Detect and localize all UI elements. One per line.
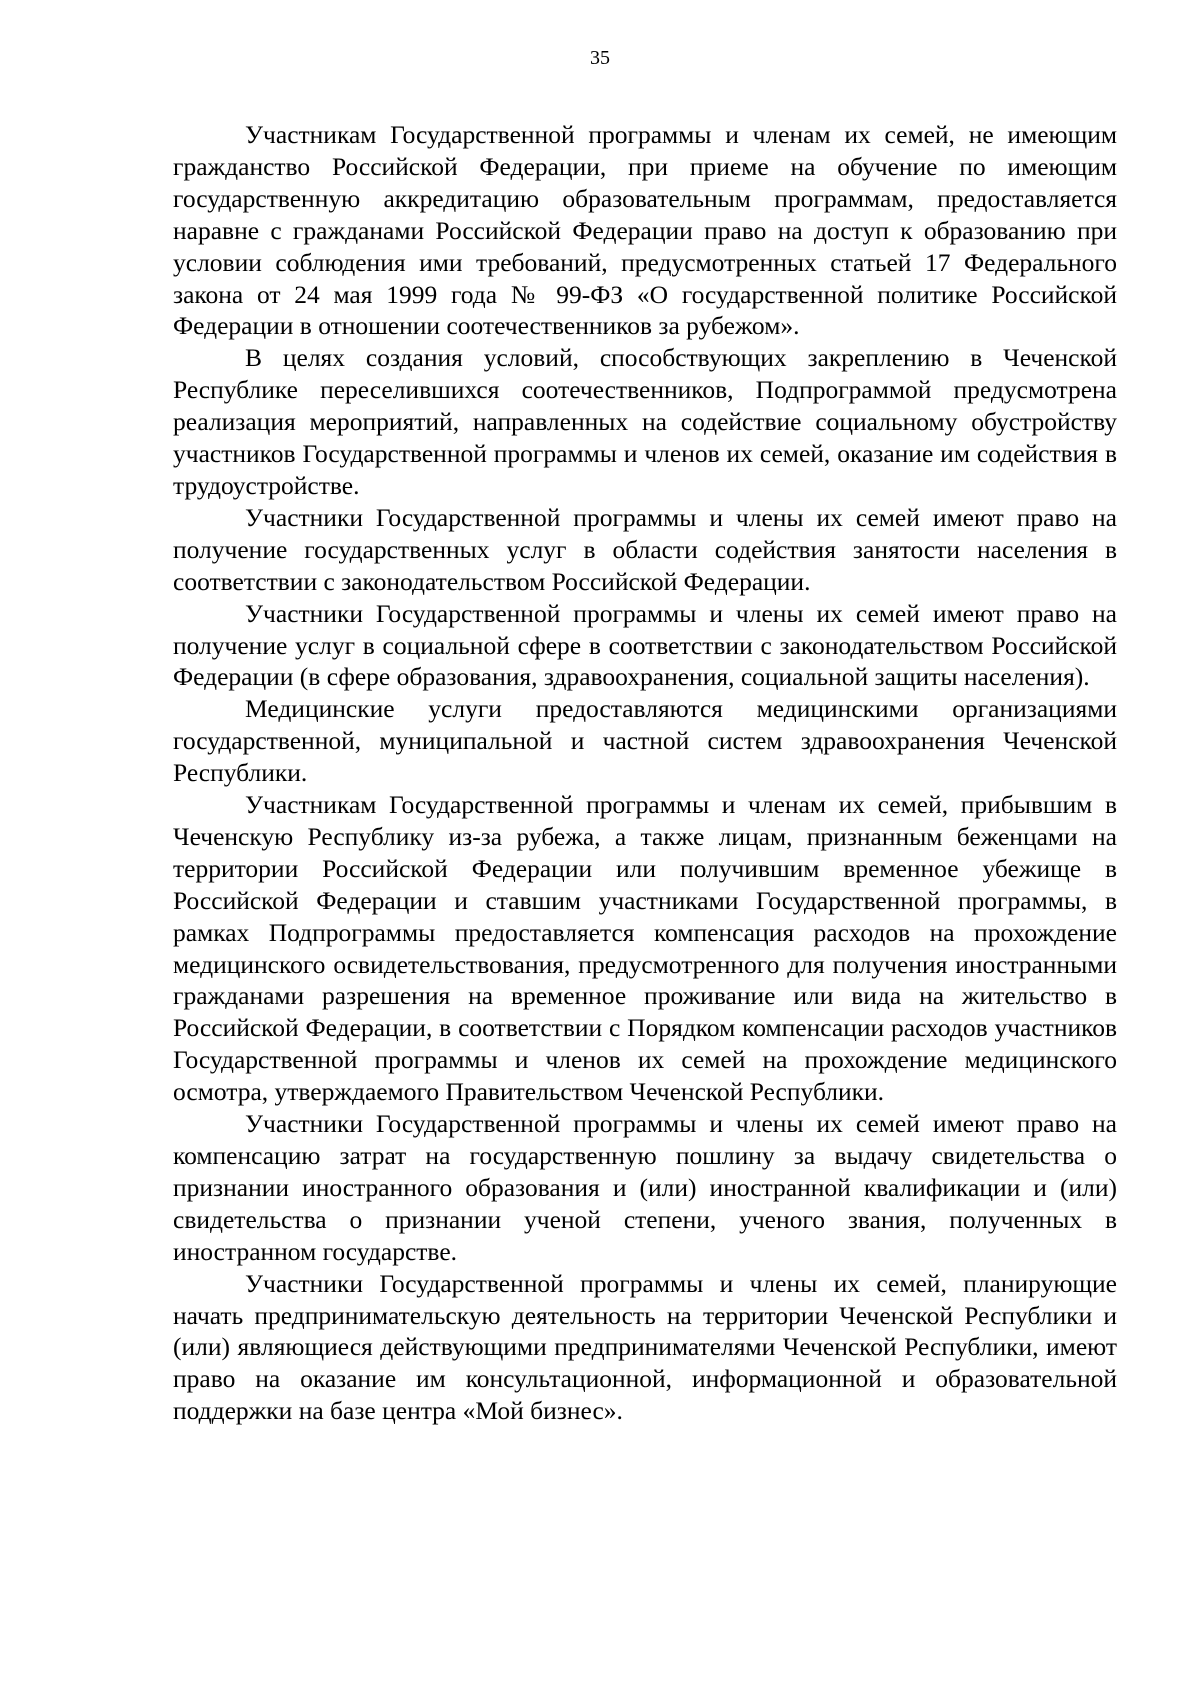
paragraph-social-services: Участники Государственной программы и члены их семей имеют право на получение услуг в социальной сфере в соответствии с законодательством Российской Федерации (в сфере образования, здравоохранения, социальной защиты населения). <box>173 598 1117 692</box>
paragraph-compatriots-education: Участникам Государственной программы и членам их семей, не имеющим гражданство Российской Федерации, при приеме на обучение по имеющим государственную аккредитацию образовательным программам, предоставляется наравне с гражданами Российской Федерации право на доступ к образованию при условии соблюдения ими требований, предусмотренных статьей 17 Федерального закона от 24 мая 1999 года № 99-ФЗ «О государственной политике Российской Федерации в отношении соотечественников за рубежом». <box>173 120 1117 341</box>
paragraph-social-arrangement: В целях создания условий, способствующих закреплению в Чеченской Республике переселившихся соотечественников, Подпрограммой предусмотрена реализация мероприятий, направленных на содействие социальному обустройству участников Государственной программы и членов их семей, оказание им содействия в трудоустройстве. <box>173 343 1117 500</box>
paragraph-medical-services: Медицинские услуги предоставляются медицинскими организациями государственной, муниципальной и частной систем здравоохранения Чеченской Республики. <box>173 694 1117 788</box>
page-number: 35 <box>590 47 610 69</box>
document-body <box>173 119 1117 1427</box>
paragraph-fee-compensation: Участники Государственной программы и члены их семей имеют право на компенсацию затрат на государственную пошлину за выдачу свидетельства о признании иностранного образования и (или) иностранной квалификации и (или) свидетельства о признании ученой степени, ученого звания, полученных в иностранном государстве. <box>173 1109 1117 1266</box>
paragraph-employment-services: Участники Государственной программы и члены их семей имеют право на получение государственных услуг в области содействия занятости населения в соответствии с законодательством Российской Федерации. <box>173 502 1117 596</box>
paragraph-business-support: Участники Государственной программы и члены их семей, планирующие начать предпринимательскую деятельность на территории Чеченской Республики и (или) являющиеся действующими предпринимателями Чеченской Республики, имеют право на оказание им консультационной, информационной и образовательной поддержки на базе центра «Мой бизнес». <box>173 1268 1117 1426</box>
paragraph-medical-compensation: Участникам Государственной программы и членам их семей, прибывшим в Чеченскую Республику из-за рубежа, а также лицам, признанным беженцами на территории Российской Федерации или получившим временное убежище в Российской Федерации и ставшим участниками Государственной программы, в рамках Подпрограммы предоставляется компенсация расходов на прохождение медицинского освидетельствования, предусмотренного для получения иностранными гражданами разрешения на временное проживание или вида на жительство в Российской Федерации, в соответствии с Порядком компенсации расходов участников Государственной программы и членов их семей на прохождение медицинского осмотра, утверждаемого Правительством Чеченской Республики. <box>173 790 1117 1107</box>
